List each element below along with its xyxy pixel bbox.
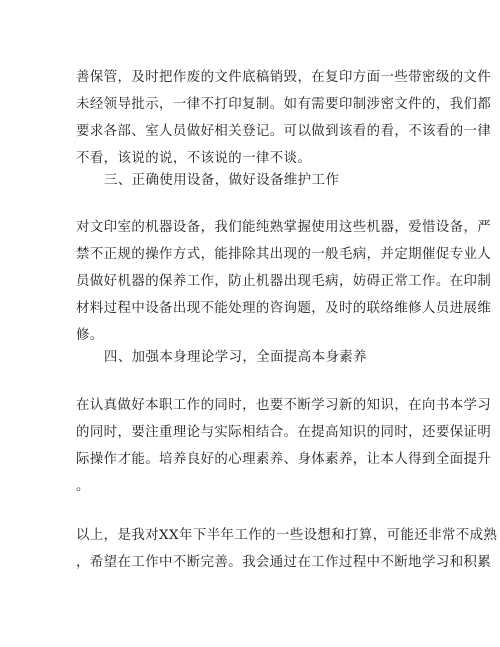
- text-line: 际操作才能。培养良好的心理素养、身体素养，让本人得到全面提升: [76, 452, 492, 467]
- text-line: 以上，是我对XX年下半年工作的一些设想和打算，可能还非常不成熟: [76, 528, 498, 543]
- text-line: 未经领导批示，一律不打印复制。如有需要印制涉密文件的，我们都: [76, 97, 492, 112]
- text-line: 的同时，要注重理论与实际相结合。在提高知识的同时，还要保证明: [76, 425, 492, 440]
- text-line: 员做好机器的保养工作，防止机器出现毛病，妨碍正常工作。在印制: [76, 274, 492, 289]
- text-line: 修。: [76, 328, 104, 343]
- paragraph-equipment-use: [76, 214, 492, 349]
- text-line: 要求各部、室人员做好相关登记。可以做到该看的看，不该看的一律: [76, 124, 492, 139]
- section-heading-4: 四、加强本身理论学习，全面提高本身素养: [104, 350, 367, 365]
- text-line: ，希望在工作中不断完善。我会通过在工作过程中不断地学习和积累: [76, 555, 492, 570]
- paragraph-confidential-handling: [76, 64, 492, 172]
- text-line: 。: [76, 479, 90, 494]
- text-line: 不看，该说的说，不该说的一律不谈。: [76, 151, 312, 166]
- text-line: 对文印室的机器设备，我们能纯熟掌握使用这些机器，爱惜设备，严: [76, 220, 492, 235]
- section-heading-3: 三、正确使用设备，做好设备维护工作: [104, 173, 340, 188]
- text-line: 在认真做好本职工作的同时，也要不断学习新的知识，在向书本学习: [76, 398, 492, 413]
- paragraph-self-study: [76, 392, 492, 500]
- text-line: 禁不正规的操作方式，能排除其出现的一般毛病，并定期催促专业人: [76, 247, 492, 262]
- text-line: 善保管，及时把作废的文件底稿销毁，在复印方面一些带密级的文件: [76, 70, 492, 85]
- text-line: 材料过程中设备出现不能处理的咨询题，及时的联络维修人员进展维: [76, 301, 492, 316]
- paragraph-conclusion: [76, 522, 498, 576]
